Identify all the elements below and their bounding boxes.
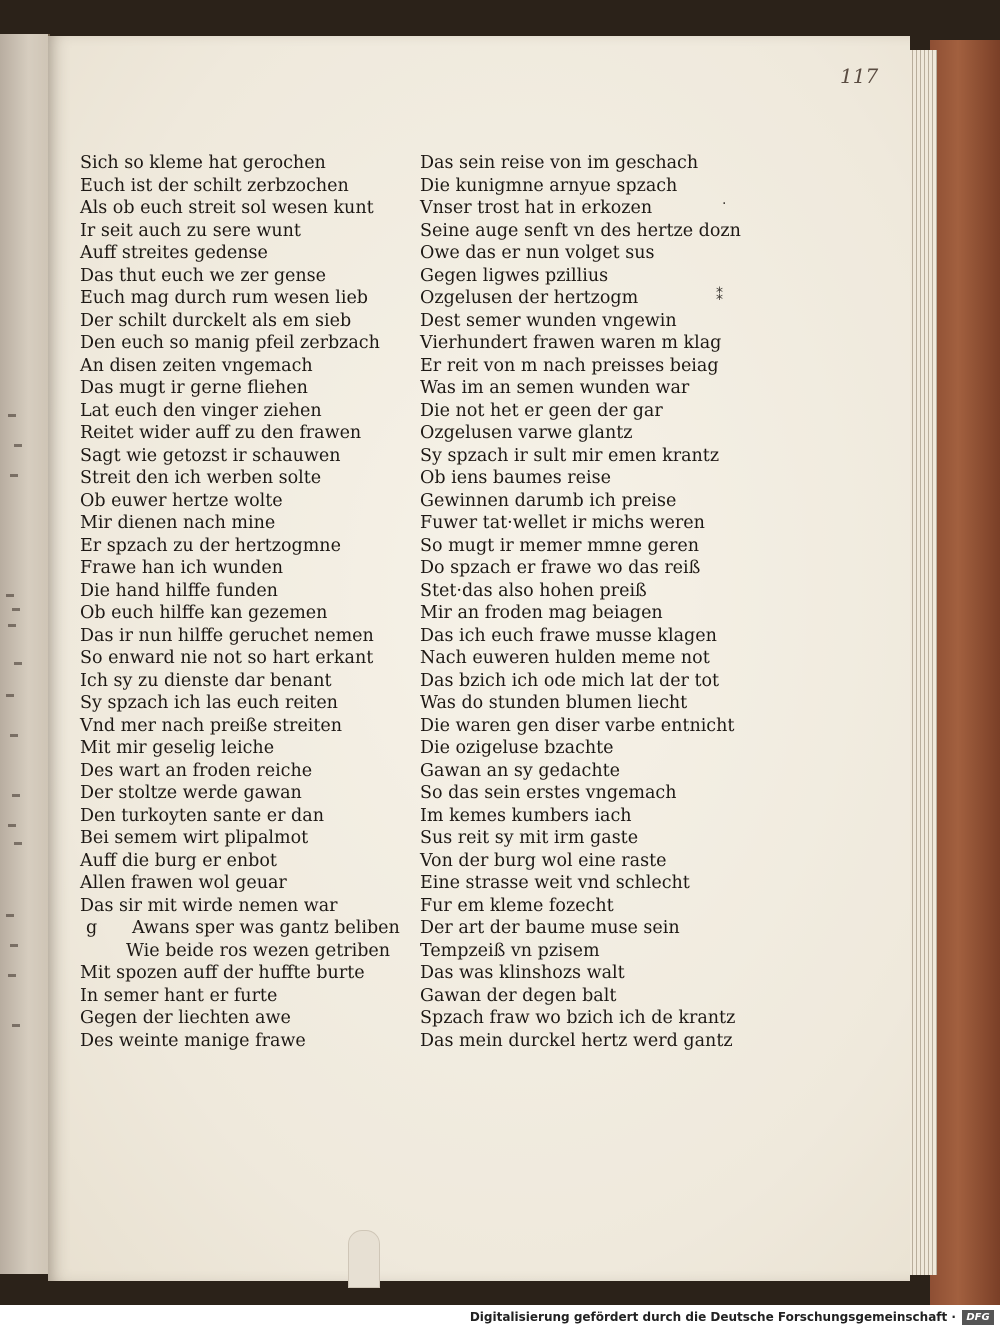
verse-line	[80, 580, 400, 603]
verse-text: Fuwer tat·wellet ir michs weren	[420, 513, 705, 533]
verse-line	[80, 692, 400, 715]
verse-line	[80, 715, 400, 738]
verse-text: Euch ist der schilt zerbzochen	[80, 175, 349, 196]
verse-line	[420, 715, 741, 738]
verse-text: Das mugt ir gerne fliehen	[80, 378, 308, 398]
verse-text: Dest semer wunden vngewin	[420, 310, 677, 331]
verse-line	[420, 962, 741, 985]
verse-line	[80, 287, 400, 310]
verse-text: Allen frawen wol geuar	[80, 873, 287, 893]
verse-line	[80, 895, 400, 918]
verse-text: Das ir nun hilffe geruchet nemen	[80, 625, 374, 646]
verse-text: Des weinte manige frawe	[80, 1030, 306, 1051]
show-through-mark	[14, 662, 22, 665]
verse-line	[420, 670, 741, 693]
verse-text: Sy spzach ir sult mir emen krantz	[420, 445, 720, 466]
verse-text: Nach euweren hulden meme not	[420, 648, 710, 668]
verse-text: Das thut euch we zer gense	[80, 265, 327, 286]
verse-line	[420, 490, 741, 513]
footer-credit: Digitalisierung gefördert durch die Deutsche Forschungsgemeinschaft ·	[469, 1310, 956, 1324]
show-through-mark	[12, 794, 20, 797]
verse-text: Die hand hilffe funden	[80, 580, 278, 601]
verse-line	[420, 895, 741, 918]
show-through-mark	[8, 974, 16, 977]
verse-line	[80, 602, 400, 625]
verse-text: Gawan an sy gedachte	[420, 760, 621, 781]
verse-text: Die not het er geen der gar	[420, 400, 663, 421]
verse-text: Seine auge senft vn des hertze dozn	[420, 220, 741, 241]
show-through-mark	[6, 914, 14, 917]
show-through-mark	[14, 842, 22, 845]
verse-line	[80, 445, 400, 468]
show-through-mark	[12, 608, 20, 611]
verse-line	[80, 1007, 400, 1030]
verse-line	[420, 467, 741, 490]
verse-line	[80, 670, 400, 693]
verse-line	[420, 782, 741, 805]
verse-text: Sagt wie getozst ir schauwen	[80, 445, 341, 466]
verse-text: Den euch so manig pfeil zerbzach	[80, 333, 380, 353]
show-through-mark	[10, 944, 18, 947]
verse-text: Frawe han ich wunden	[80, 558, 283, 578]
verse-line	[80, 377, 400, 400]
verse-line	[80, 332, 400, 355]
verse-line	[420, 827, 741, 850]
verse-text: Das bzich ich ode mich lat der tot	[420, 670, 720, 691]
verse-line	[420, 985, 741, 1008]
verse-text: Vnser trost hat in erkozen	[420, 198, 653, 218]
verse-line	[420, 377, 741, 400]
verse-text: Der schilt durckelt als em sieb	[80, 310, 352, 331]
verse-text: Eine strasse weit vnd schlecht	[420, 873, 690, 893]
verse-line	[420, 602, 741, 625]
verse-text: Das sir mit wirde nemen war	[80, 895, 338, 916]
verse-line	[80, 557, 400, 580]
verse-line	[80, 535, 400, 558]
verse-text: Im kemes kumbers iach	[420, 805, 632, 826]
verse-line	[80, 355, 400, 378]
verse-text: Reitet wider auff zu den frawen	[80, 423, 362, 443]
show-through-mark	[10, 734, 18, 737]
verse-text: Euch mag durch rum wesen lieb	[80, 288, 368, 308]
verse-text: Die waren gen diser varbe entnicht	[420, 715, 735, 736]
verse-line	[420, 512, 741, 535]
show-through-mark	[10, 474, 18, 477]
verse-line	[80, 872, 400, 895]
verse-text: Der stoltze werde gawan	[80, 783, 302, 803]
verse-line	[80, 467, 400, 490]
verse-text: Die ozigeluse bzachte	[420, 738, 614, 758]
verse-line	[80, 265, 400, 288]
show-through-mark	[6, 594, 14, 597]
verse-line	[80, 917, 400, 940]
bookmark-strip	[348, 1230, 380, 1288]
dfg-logo: DFG	[962, 1310, 994, 1325]
facing-page-edge	[0, 34, 50, 1274]
verse-line	[420, 940, 741, 963]
verse-line	[420, 422, 741, 445]
verse-line	[80, 647, 400, 670]
verse-line	[420, 310, 741, 333]
verse-text: So das sein erstes vngemach	[420, 783, 677, 803]
verse-line	[80, 805, 400, 828]
verse-text: Sich so kleme hat gerochen	[80, 153, 326, 173]
verse-text: Er spzach zu der hertzogmne	[80, 535, 341, 556]
verse-line	[80, 512, 400, 535]
verse-text: Gegen der liechten awe	[80, 1008, 291, 1028]
verse-text: Ir seit auch zu sere wunt	[80, 220, 301, 241]
show-through-mark	[12, 1024, 20, 1027]
footer-bar	[0, 1305, 1000, 1331]
verse-text: Lat euch den vinger ziehen	[80, 400, 322, 421]
verse-line	[80, 850, 400, 873]
verse-text: Als ob euch streit sol wesen kunt	[80, 198, 374, 218]
verse-text: Owe das er nun volget sus	[420, 243, 655, 263]
verse-text: Er reit von m nach preisses beiag	[420, 355, 719, 376]
verse-line	[80, 962, 400, 985]
verse-text: Das sein reise von im geschach	[420, 153, 699, 173]
verse-text: Der art der baume muse sein	[420, 918, 680, 938]
text-column-left	[80, 152, 400, 1052]
verse-text: Die kunigmne arnyue spzach	[420, 175, 678, 196]
verse-text: Sus reit sy mit irm gaste	[420, 828, 639, 848]
folio-number: 117	[840, 64, 879, 88]
verse-text: Vnd mer nach preiße streiten	[80, 715, 343, 736]
verse-text: In semer hant er furte	[80, 985, 278, 1006]
show-through-mark	[8, 414, 16, 417]
verse-text: Was do stunden blumen liecht	[420, 693, 688, 713]
verse-text: Do spzach er frawe wo das reiß	[420, 558, 701, 578]
verse-text: Gewinnen darumb ich preise	[420, 490, 677, 511]
verse-line	[420, 265, 741, 288]
verse-line	[80, 422, 400, 445]
verse-text: Sy spzach ich las euch reiten	[80, 693, 338, 713]
verse-line	[80, 737, 400, 760]
verse-text: So enward nie not so hart erkant	[80, 648, 374, 668]
verse-line	[420, 197, 741, 220]
verse-line	[420, 445, 741, 468]
verse-line	[420, 400, 741, 423]
verse-line	[420, 1030, 741, 1053]
show-through-mark	[6, 694, 14, 697]
verse-line	[80, 827, 400, 850]
verse-line	[80, 175, 400, 198]
verse-line	[420, 1007, 741, 1030]
verse-text: Ozgelusen der hertzogm	[420, 288, 639, 308]
verse-text: Gawan der degen balt	[420, 985, 617, 1006]
lombard-initial: g	[86, 918, 98, 938]
verse-text: Das was klinshozs walt	[420, 963, 625, 983]
verse-text: An disen zeiten vngemach	[80, 355, 313, 376]
verse-line	[420, 242, 741, 265]
verse-text: Ozgelusen varwe glantz	[420, 423, 633, 443]
show-through-mark	[8, 824, 16, 827]
verse-line	[420, 625, 741, 648]
verse-text: Von der burg wol eine raste	[420, 850, 667, 871]
verse-text: Das ich euch frawe musse klagen	[420, 625, 717, 646]
show-through-mark	[14, 444, 22, 447]
verse-line	[420, 850, 741, 873]
verse-text: Bei semem wirt plipalmot	[80, 828, 309, 848]
verse-text: Auff die burg er enbot	[80, 850, 277, 871]
verse-line	[420, 805, 741, 828]
verse-text: Des wart an froden reiche	[80, 760, 313, 781]
verse-line	[80, 760, 400, 783]
verse-line	[80, 782, 400, 805]
verse-text: Tempzeiß vn pzisem	[420, 940, 600, 961]
show-through-mark	[8, 624, 16, 627]
verse-line	[80, 940, 400, 963]
margin-mark: ⁑	[716, 288, 723, 304]
verse-line	[80, 197, 400, 220]
verse-text: Gegen ligwes pzillius	[420, 265, 609, 286]
verse-text: Streit den ich werben solte	[80, 468, 322, 488]
verse-line	[420, 175, 741, 198]
verse-text: Das mein durckel hertz werd gantz	[420, 1030, 733, 1051]
text-column-right	[420, 152, 741, 1052]
verse-text: Auff streites gedense	[80, 243, 268, 263]
book-cover	[930, 40, 1000, 1305]
verse-line	[420, 647, 741, 670]
verse-line	[420, 535, 741, 558]
verse-text: Ob euch hilffe kan gezemen	[80, 603, 328, 623]
verse-line	[420, 220, 741, 243]
verse-line	[420, 355, 741, 378]
verse-text: Ob iens baumes reise	[420, 468, 611, 488]
verse-line	[420, 332, 741, 355]
verse-line	[420, 760, 741, 783]
verse-text: Mit spozen auff der huffte burte	[80, 963, 365, 983]
verse-text: So mugt ir memer mmne geren	[420, 535, 700, 556]
verse-line	[420, 152, 741, 175]
verse-line	[80, 152, 400, 175]
verse-text: Awans sper was gantz beliben	[132, 918, 400, 938]
verse-text: Ob euwer hertze wolte	[80, 490, 283, 511]
verse-text: Mit mir geselig leiche	[80, 738, 275, 758]
verse-line	[420, 287, 741, 310]
verse-line	[80, 1030, 400, 1053]
verse-text: Vierhundert frawen waren m klag	[420, 333, 722, 353]
verse-line	[80, 490, 400, 513]
verse-line	[420, 917, 741, 940]
verse-text: Mir an froden mag beiagen	[420, 603, 663, 623]
verse-line	[420, 580, 741, 603]
verse-text: Wie beide ros wezen getriben	[126, 940, 391, 961]
verse-line	[420, 872, 741, 895]
margin-mark: ·	[722, 196, 727, 212]
verse-line	[80, 220, 400, 243]
verse-text: Was im an semen wunden war	[420, 378, 690, 398]
verse-line	[80, 400, 400, 423]
verse-text: Spzach fraw wo bzich ich de krantz	[420, 1008, 736, 1028]
verse-text: Den turkoyten sante er dan	[80, 805, 324, 826]
verse-line	[420, 557, 741, 580]
verse-text: Fur em kleme fozecht	[420, 895, 614, 916]
verse-line	[80, 625, 400, 648]
verse-text: Ich sy zu dienste dar benant	[80, 670, 332, 691]
verse-line	[420, 692, 741, 715]
verse-text: Mir dienen nach mine	[80, 513, 276, 533]
verse-line	[420, 737, 741, 760]
verse-text: Stet·das also hohen preiß	[420, 580, 647, 601]
verse-line	[80, 985, 400, 1008]
verse-line	[80, 310, 400, 333]
verse-line	[80, 242, 400, 265]
